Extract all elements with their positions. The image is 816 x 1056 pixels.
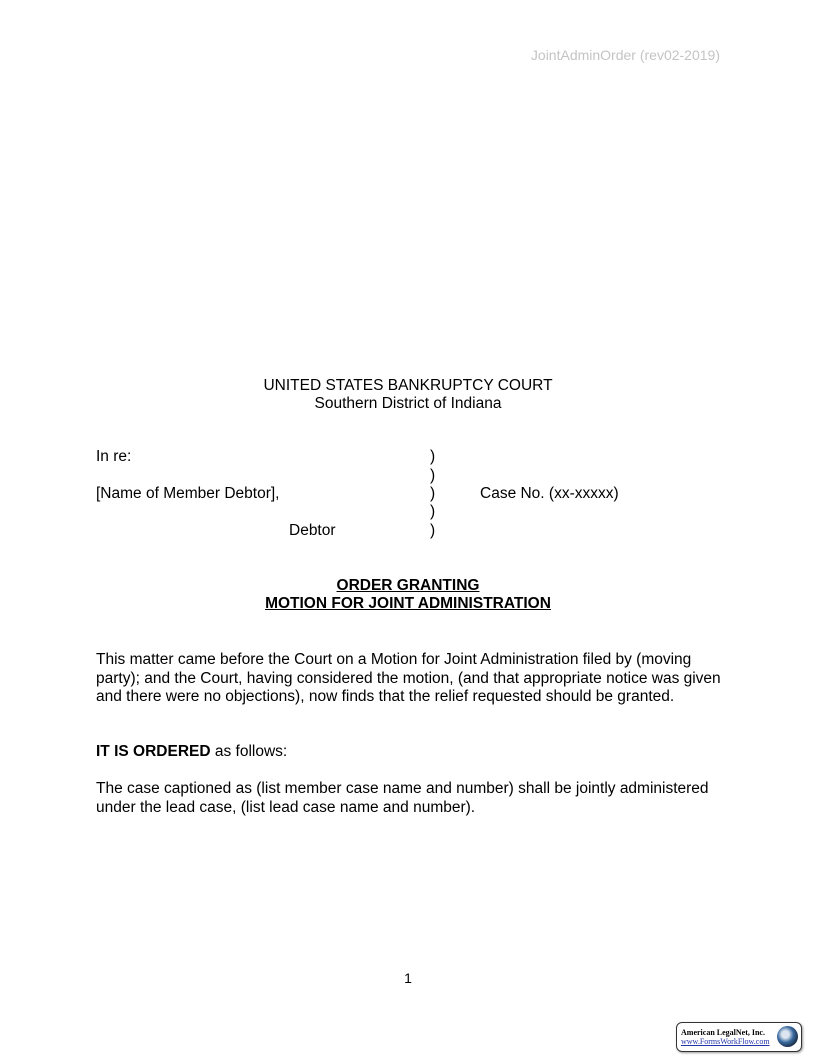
ordered-rest: as follows: (210, 743, 288, 760)
logo-company: American LegalNet, Inc. (681, 1028, 765, 1037)
in-re-label: In re: (96, 448, 132, 465)
globe-icon (777, 1026, 798, 1047)
caption-paren: ) (430, 448, 436, 465)
order-title-line2: MOTION FOR JOINT ADMINISTRATION (265, 595, 551, 612)
caption-paren: ) (430, 467, 436, 484)
ordered-line (96, 743, 721, 762)
caption-paren: ) (430, 485, 436, 502)
order-title-line1: ORDER GRANTING (336, 577, 480, 594)
court-district: Southern District of Indiana (314, 395, 502, 412)
ordered-bold: IT IS ORDERED (96, 743, 211, 760)
page-number: 1 (404, 970, 412, 986)
body-paragraph-2: The case captioned as (list member case name and number) shall be jointly administered under the lead case, (list lead case name and number). (96, 780, 709, 816)
debtor-name: [Name of Member Debtor], (96, 485, 280, 502)
caption-paren: ) (430, 503, 436, 520)
form-id-header: JointAdminOrder (rev02-2019) (530, 47, 720, 63)
body-paragraph-1: This matter came before the Court on a Motion for Joint Administration filed by (moving party); and the Court, having considered the motion, (and that appropriate notice was given and there were no objections), now finds that the relief requested should be granted. (96, 651, 721, 705)
debtor-label: Debtor (289, 522, 336, 539)
logo-url-link[interactable]: www.FormsWorkFlow.com (681, 1037, 770, 1046)
case-number: Case No. (xx-xxxxx) (480, 485, 619, 502)
caption-paren: ) (430, 522, 436, 539)
court-name: UNITED STATES BANKRUPTCY COURT (263, 377, 553, 394)
american-legalnet-logo[interactable] (676, 1022, 802, 1052)
